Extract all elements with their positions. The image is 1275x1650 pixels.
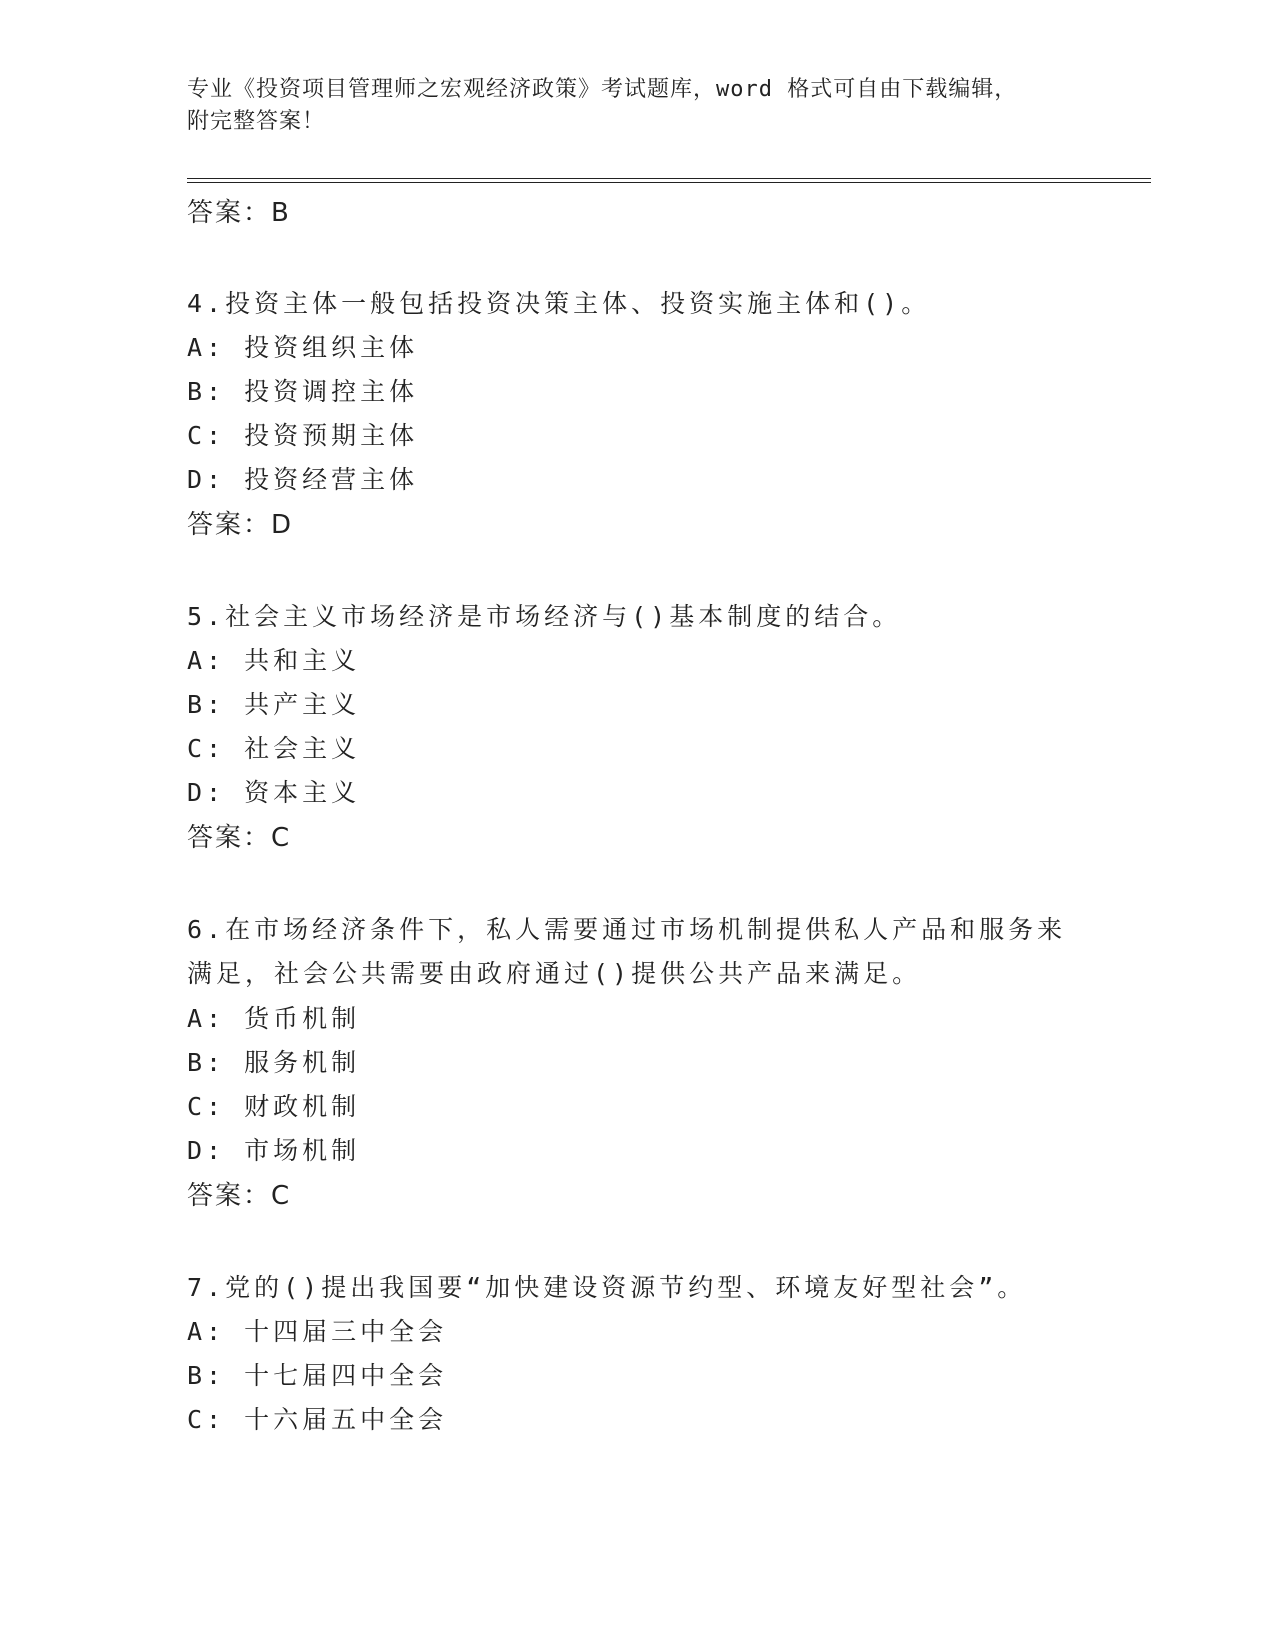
question-stem: 7.党的()提出我国要“加快建设资源节约型、环境友好型社会”。 [187,1273,1027,1302]
option-a: A: 货币机制 [187,1004,361,1033]
header-divider-bottom [187,182,1151,183]
option-c: C: 社会主义 [187,734,361,763]
question-stem-line-1: 6.在市场经济条件下，私人需要通过市场机制提供私人产品和服务来 [187,915,1067,944]
question-answer: 答案：C [187,823,292,853]
option-a: A: 共和主义 [187,646,361,675]
option-b: B: 十七届四中全会 [187,1361,448,1390]
option-c: C: 投资预期主体 [187,421,419,450]
option-d: D: 市场机制 [187,1136,361,1165]
option-c: C: 财政机制 [187,1092,361,1121]
question-stem: 5.社会主义市场经济是市场经济与()基本制度的结合。 [187,602,902,631]
option-b: B: 服务机制 [187,1048,361,1077]
option-b: B: 投资调控主体 [187,377,419,406]
document-header [187,74,1087,138]
header-divider-top [187,178,1151,179]
option-a: A: 十四届三中全会 [187,1317,448,1346]
previous-answer: 答案：B [187,198,291,228]
question-stem-line-2: 满足，社会公共需要由政府通过()提供公共产品来满足。 [187,959,922,988]
header-line-2: 附完整答案！ [187,109,326,134]
question-answer: 答案：D [187,510,294,540]
question-answer: 答案：C [187,1181,292,1211]
option-b: B: 共产主义 [187,690,361,719]
option-d: D: 投资经营主体 [187,465,419,494]
option-c: C: 十六届五中全会 [187,1405,448,1434]
option-a: A: 投资组织主体 [187,333,419,362]
question-stem: 4.投资主体一般包括投资决策主体、投资实施主体和()。 [187,289,931,318]
header-line-1: 专业《投资项目管理师之宏观经济政策》考试题库，word 格式可自由下载编辑， [187,77,1018,102]
option-d: D: 资本主义 [187,778,361,807]
